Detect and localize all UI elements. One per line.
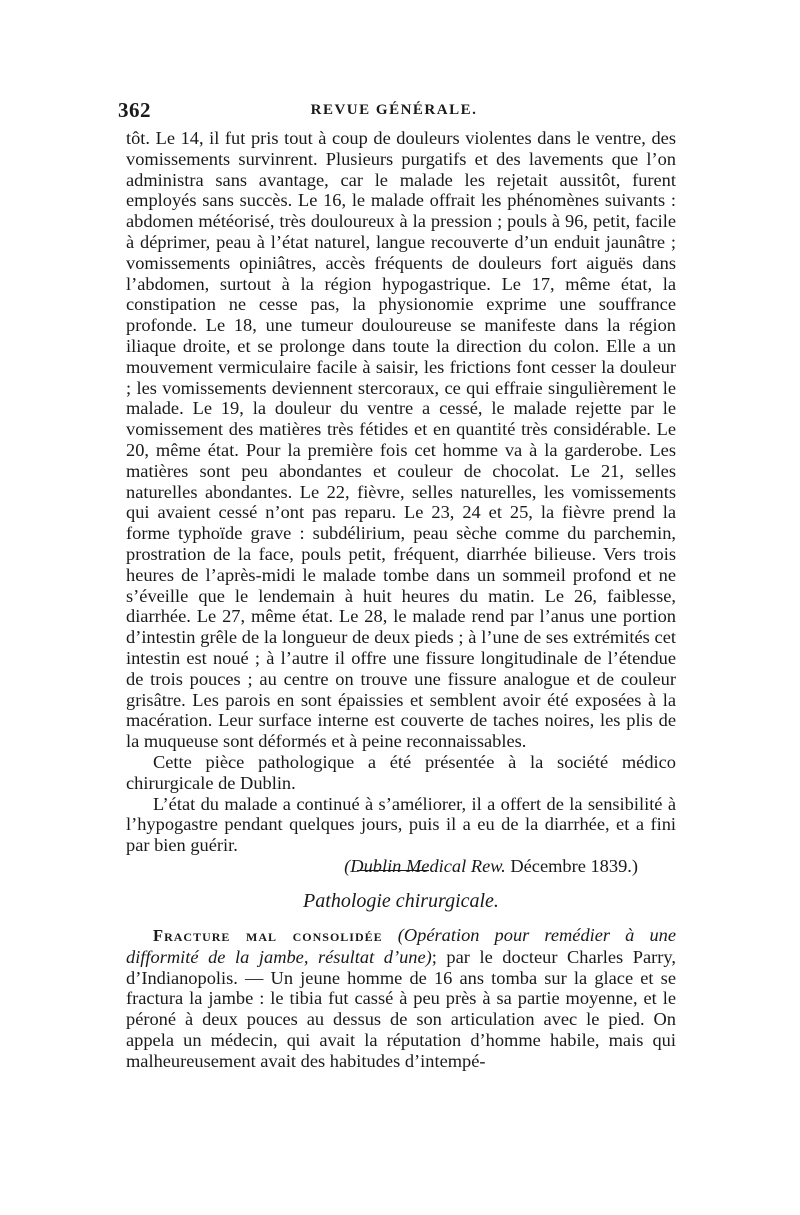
section-divider	[357, 870, 429, 871]
article-title: Fracture mal consolidée	[153, 926, 383, 945]
section-title: Pathologie chirurgicale.	[303, 890, 499, 912]
article-subtitle: (Opération pour remédier à une difformité de la jambe, résultat d’une)	[126, 925, 676, 967]
article-paragraph	[126, 925, 676, 1072]
paragraph-1: tôt. Le 14, il fut pris tout à coup de douleurs violentes dans le ventre, des vomissements survinrent. Plusieurs purgatifs et des lavements que l’on administra sans avantage, car le malade les rejetait aussitôt, furent employés sans succès. Le 16, le malade offrait les phénomènes suivants : abdomen météorisé, très douloureux à la pression ; pouls à 96, petit, facile à déprimer, peau à l’état naturel, langue recouverte d’un enduit jaunâtre ; vomissements opiniâtres, accès fréquents de douleurs fort aiguës dans l’abdomen, surtout à la région hypogastrique. Le 17, même état, la constipation ne cesse pas, la physionomie exprime une souffrance profonde. Le 18, une tumeur douloureuse se manifeste dans la région iliaque droite, et se prolonge dans toute la direction du colon. Elle a un mouvement vermiculaire facile à saisir, les frictions font cesser la douleur ; les vomissements deviennent stercoraux, ce qui effraie singulièrement le malade. Le 19, la douleur du ventre a cessé, le malade rejette par le vomissement des matières très fétides et en quantité très considérable. Le 20, même état. Pour la première fois cet homme va à la garderobe. Les matières sont peu abondantes et couleur de chocolat. Le 21, selles naturelles abondantes. Le 22, fièvre, selles naturelles, les vomissements qui avaient cessé n’ont pas reparu. Le 23, 24 et 25, la fièvre prend la forme typhoïde grave : subdélirium, peau sèche comme du parchemin, prostration de la face, pouls petit, fréquent, diarrhée bilieuse. Vers trois heures de l’après-midi le malade tombe dans un sommeil profond et ne s’éveille que le lendemain à huit heures du matin. Le 26, faiblesse, diarrhée. Le 27, même état. Le 28, le malade rend par l’anus une portion d’intestin grêle de la longueur de deux pieds ; à l’une de ses extrémités cet intestin est noué ; à l’autre il offre une fissure longitudinale de l’étendue de trois pouces ; au centre on trouve une fissure analogue et de couleur grisâtre. Les parois en sont épaissies et semblent avoir été exposées à la macération. Leur surface interne est couverte de taches noires, les plis de la muqueuse sont déformés et à peine reconnaissables.	[126, 128, 676, 752]
paragraph-2: Cette pièce pathologique a été présentée à la société médico chirurgicale de Dublin.	[126, 751, 676, 793]
running-title: REVUE GÉNÉRALE.	[310, 102, 478, 118]
source-journal: (Dublin Medical Rew.	[344, 855, 506, 876]
page-number: 362	[118, 98, 151, 122]
article-body: ; par le docteur Charles Parry, d’Indianopolis. — Un jeune homme de 16 ans tomba sur la glace et se fractura la jambe : le tibia fut cassé à peu près à sa partie moyenne, et le péroné à deux pouces au dessus de son articulation avec le pied. On appela un médecin, qui avait la réputation d’homme habile, mais qui malheureusement avait des habitudes d’intempé-	[126, 946, 676, 1071]
source-citation	[126, 856, 676, 877]
body-text	[126, 128, 676, 877]
paragraph-3: L’état du malade a continué à s’améliorer, il a offert de la sensibilité à l’hypogastre pendant quelques jours, puis il a eu de la diarrhée, et a fini par bien guérir.	[126, 793, 676, 856]
source-date: Décembre 1839.)	[505, 855, 638, 876]
article-text	[126, 925, 676, 1072]
page-header	[118, 96, 670, 126]
